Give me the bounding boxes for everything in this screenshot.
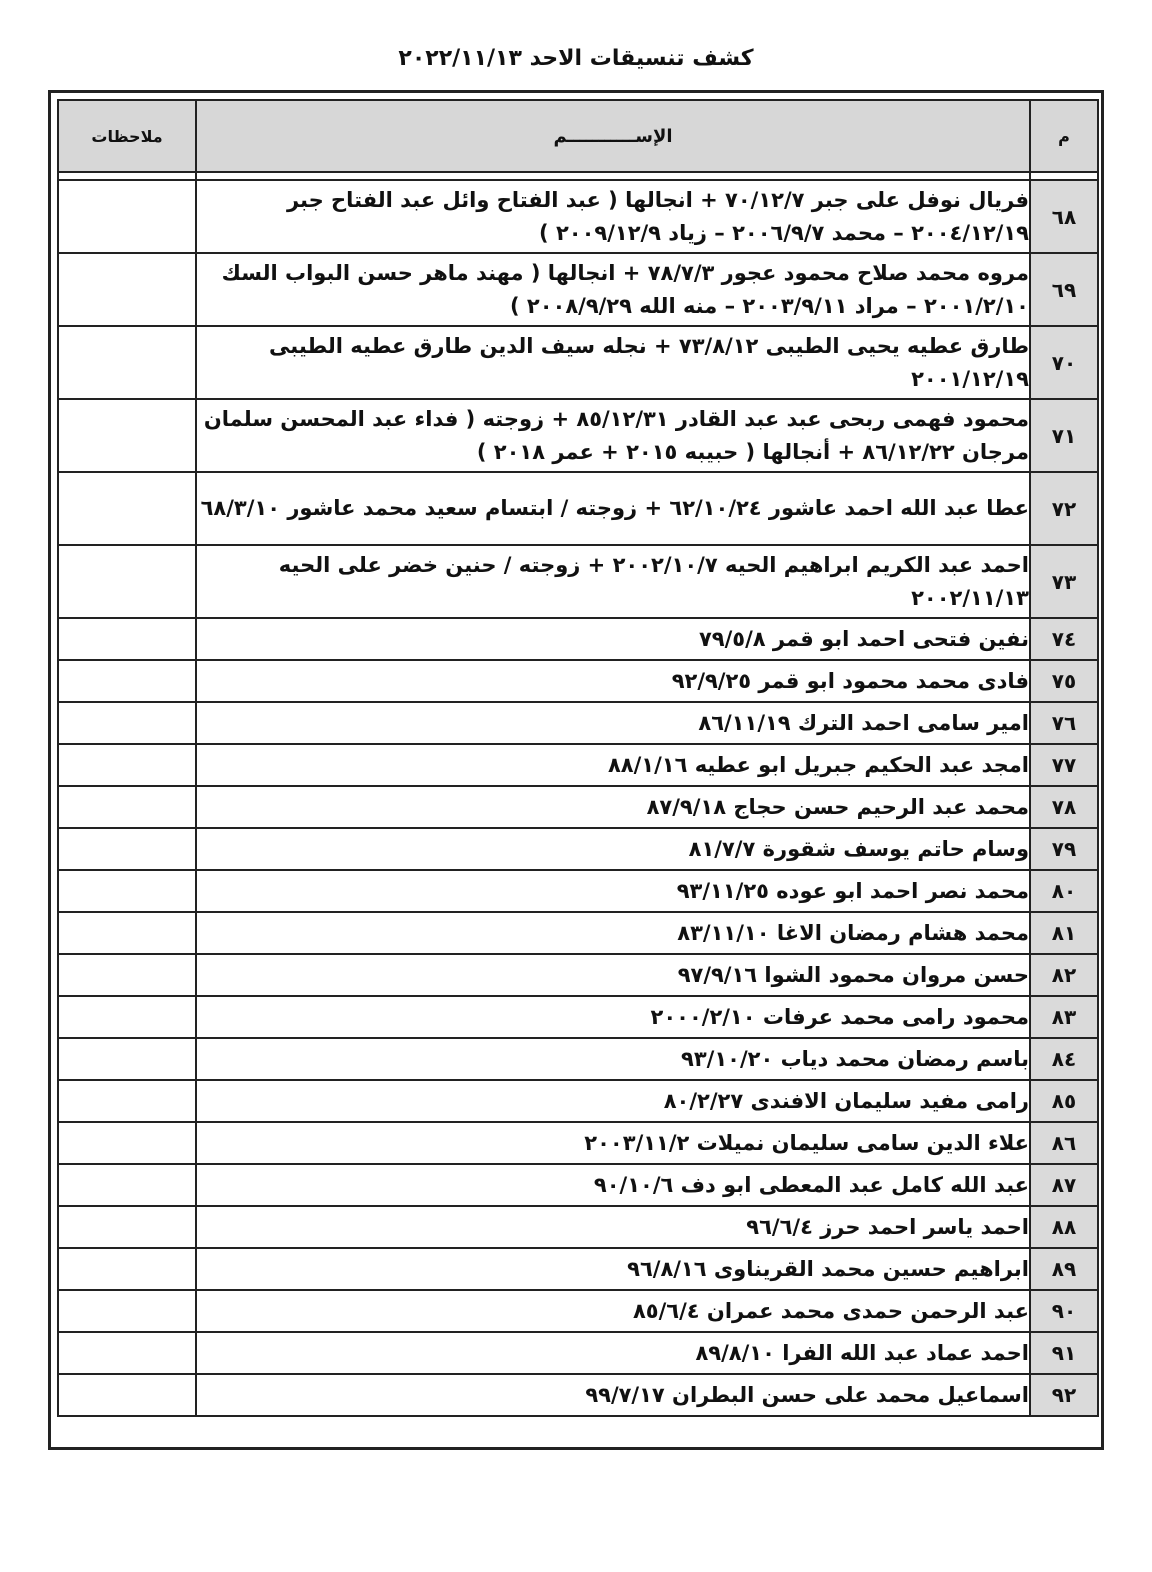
header-num: م: [1030, 100, 1098, 172]
table-row: [58, 180, 1098, 253]
row-notes: [58, 326, 196, 399]
row-notes: [58, 180, 196, 253]
table-row: [58, 996, 1098, 1038]
row-number: ٧٣: [1030, 545, 1098, 618]
row-name: محمود فهمى ربحى عبد عبد القادر ٨٥/١٢/٣١ + زوجته ( فداء عبد المحسن سلمان مرجان ٨٦/١٢/٢٢ + أنجالها ( حبيبه ٢٠١٥ + عمر ٢٠١٨ ): [196, 399, 1030, 472]
row-name: عطا عبد الله احمد عاشور ٦٢/١٠/٢٤ + زوجته / ابتسام سعيد محمد عاشور ٦٨/٣/١٠: [196, 472, 1030, 545]
row-notes: [58, 828, 196, 870]
row-notes: [58, 399, 196, 472]
row-number: ٨١: [1030, 912, 1098, 954]
row-number: ٧٢: [1030, 472, 1098, 545]
row-notes: [58, 618, 196, 660]
row-number: ٧٥: [1030, 660, 1098, 702]
row-number: ٨٢: [1030, 954, 1098, 996]
row-notes: [58, 954, 196, 996]
roster-sheet: [48, 90, 1104, 1450]
table-row: [58, 786, 1098, 828]
row-number: ٩٢: [1030, 1374, 1098, 1416]
row-notes: [58, 253, 196, 326]
header-spacer: [58, 172, 1098, 180]
row-notes: [58, 472, 196, 545]
row-name: ابراهيم حسين محمد القريناوى ٩٦/٨/١٦: [196, 1248, 1030, 1290]
row-number: ٨٩: [1030, 1248, 1098, 1290]
row-number: ٨٦: [1030, 1122, 1098, 1164]
page-title: كشف تنسيقات الاحد ٢٠٢٢/١١/١٣: [398, 46, 754, 71]
table-row: [58, 1374, 1098, 1416]
row-number: ٩١: [1030, 1332, 1098, 1374]
table-row: [58, 1038, 1098, 1080]
row-number: ٧٠: [1030, 326, 1098, 399]
table-row: [58, 1164, 1098, 1206]
row-notes: [58, 1290, 196, 1332]
row-notes: [58, 1038, 196, 1080]
row-number: ٦٩: [1030, 253, 1098, 326]
row-notes: [58, 912, 196, 954]
row-name: احمد عماد عبد الله الفرا ٨٩/٨/١٠: [196, 1332, 1030, 1374]
row-number: ٨٠: [1030, 870, 1098, 912]
table-row: [58, 870, 1098, 912]
table-row: [58, 326, 1098, 399]
table-row: [58, 253, 1098, 326]
row-name: حسن مروان محمود الشوا ٩٧/٩/١٦: [196, 954, 1030, 996]
row-name: محمد نصر احمد ابو عوده ٩٣/١١/٢٥: [196, 870, 1030, 912]
row-name: امير سامى احمد الترك ٨٦/١١/١٩: [196, 702, 1030, 744]
table-header-row: [58, 100, 1098, 172]
table-row: [58, 1122, 1098, 1164]
row-notes: [58, 744, 196, 786]
row-name: رامى مفيد سليمان الافندى ٨٠/٢/٢٧: [196, 1080, 1030, 1122]
row-number: ٧٤: [1030, 618, 1098, 660]
table-row: [58, 1206, 1098, 1248]
table-row: [58, 399, 1098, 472]
row-notes: [58, 660, 196, 702]
table-row: [58, 1080, 1098, 1122]
row-number: ٦٨: [1030, 180, 1098, 253]
table-row: [58, 1248, 1098, 1290]
table-row: [58, 545, 1098, 618]
row-number: ٧١: [1030, 399, 1098, 472]
row-name: فادى محمد محمود ابو قمر ٩٢/٩/٢٥: [196, 660, 1030, 702]
row-name: نفين فتحى احمد ابو قمر ٧٩/٥/٨: [196, 618, 1030, 660]
row-notes: [58, 1122, 196, 1164]
table-row: [58, 618, 1098, 660]
row-name: مروه محمد صلاح محمود عجور ٧٨/٧/٣ + انجالها ( مهند ماهر حسن البواب السك ٢٠٠١/٢/١٠ – مراد ٢٠٠٣/٩/١١ – منه الله ٢٠٠٨/٩/٢٩ ): [196, 253, 1030, 326]
row-notes: [58, 1332, 196, 1374]
table-row: [58, 702, 1098, 744]
roster-table: [57, 99, 1099, 1417]
row-notes: [58, 1164, 196, 1206]
row-number: ٩٠: [1030, 1290, 1098, 1332]
row-name: علاء الدين سامى سليمان نميلات ٢٠٠٣/١١/٢: [196, 1122, 1030, 1164]
table-row: [58, 1290, 1098, 1332]
row-name: عبد الله كامل عبد المعطى ابو دف ٩٠/١٠/٦: [196, 1164, 1030, 1206]
row-name: طارق عطيه يحيى الطيبى ٧٣/٨/١٢ + نجله سيف الدين طارق عطيه الطيبى ٢٠٠١/١٢/١٩: [196, 326, 1030, 399]
row-name: محمد هشام رمضان الاغا ٨٣/١١/١٠: [196, 912, 1030, 954]
row-notes: [58, 702, 196, 744]
row-notes: [58, 1080, 196, 1122]
row-name: امجد عبد الحكيم جبريل ابو عطيه ٨٨/١/١٦: [196, 744, 1030, 786]
row-number: ٨٧: [1030, 1164, 1098, 1206]
table-row: [58, 828, 1098, 870]
header-name: الإســـــــــــم: [196, 100, 1030, 172]
row-number: ٧٨: [1030, 786, 1098, 828]
row-number: ٧٦: [1030, 702, 1098, 744]
row-notes: [58, 996, 196, 1038]
row-notes: [58, 1248, 196, 1290]
table-row: [58, 1332, 1098, 1374]
table-row: [58, 912, 1098, 954]
row-notes: [58, 786, 196, 828]
row-number: ٨٣: [1030, 996, 1098, 1038]
table-row: [58, 744, 1098, 786]
row-number: ٧٧: [1030, 744, 1098, 786]
header-notes: ملاحظات: [58, 100, 196, 172]
table-row: [58, 660, 1098, 702]
row-notes: [58, 545, 196, 618]
row-name: محمد عبد الرحيم حسن حجاج ٨٧/٩/١٨: [196, 786, 1030, 828]
row-name: فريال نوفل على جبر ٧٠/١٢/٧ + انجالها ( عبد الفتاح وائل عبد الفتاح جبر ٢٠٠٤/١٢/١٩ – محمد ٢٠٠٦/٩/٧ – زياد ٢٠٠٩/١٢/٩ ): [196, 180, 1030, 253]
table-row: [58, 472, 1098, 545]
row-notes: [58, 870, 196, 912]
row-notes: [58, 1206, 196, 1248]
row-name: عبد الرحمن حمدى محمد عمران ٨٥/٦/٤: [196, 1290, 1030, 1332]
row-number: ٨٤: [1030, 1038, 1098, 1080]
row-name: احمد عبد الكريم ابراهيم الحيه ٢٠٠٢/١٠/٧ + زوجته / حنين خضر على الحيه ٢٠٠٢/١١/١٣: [196, 545, 1030, 618]
row-number: ٧٩: [1030, 828, 1098, 870]
row-number: ٨٥: [1030, 1080, 1098, 1122]
row-name: محمود رامى محمد عرفات ٢٠٠٠/٢/١٠: [196, 996, 1030, 1038]
row-name: وسام حاتم يوسف شقورة ٨١/٧/٧: [196, 828, 1030, 870]
table-row: [58, 954, 1098, 996]
row-notes: [58, 1374, 196, 1416]
row-name: اسماعيل محمد على حسن البطران ٩٩/٧/١٧: [196, 1374, 1030, 1416]
row-number: ٨٨: [1030, 1206, 1098, 1248]
row-name: احمد ياسر احمد حرز ٩٦/٦/٤: [196, 1206, 1030, 1248]
row-name: باسم رمضان محمد دياب ٩٣/١٠/٢٠: [196, 1038, 1030, 1080]
